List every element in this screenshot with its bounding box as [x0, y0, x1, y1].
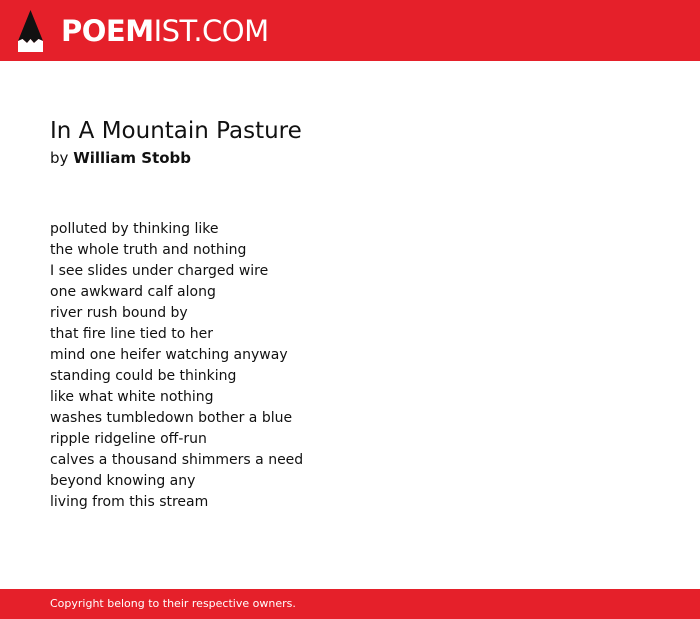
poem-line: like what white nothing — [50, 389, 214, 405]
logo-link[interactable] — [17, 9, 269, 53]
logo-strong-text: POEM — [61, 13, 154, 48]
poem-line: the whole truth and nothing — [50, 242, 247, 258]
poem-line: river rush bound by — [50, 305, 188, 321]
poem-line: one awkward calf along — [50, 284, 216, 300]
site-footer — [0, 589, 700, 619]
poem-title: In A Mountain Pasture — [50, 118, 302, 144]
poem-line: I see slides under charged wire — [50, 263, 269, 279]
poem-line: living from this stream — [50, 494, 209, 510]
poem-line: that fire line tied to her — [50, 326, 214, 342]
poem-line: beyond knowing any — [50, 473, 196, 489]
author-name: William Stobb — [73, 149, 192, 167]
site-logo-text — [61, 13, 269, 48]
poem-line: calves a thousand shimmers a need — [50, 452, 304, 468]
poem-line: mind one heifer watching anyway — [50, 347, 288, 363]
copyright-text: Copyright belong to their respective owners. — [50, 597, 296, 610]
pencil-icon — [17, 10, 44, 52]
poem-line: standing could be thinking — [50, 368, 237, 384]
byline — [50, 148, 650, 168]
site-header — [0, 0, 700, 61]
logo-light-text: IST.COM — [153, 13, 269, 48]
poem-body — [50, 219, 303, 513]
poem-line: polluted by thinking like — [50, 221, 219, 237]
poem-line: ripple ridgeline off-run — [50, 431, 207, 447]
by-label: by — [50, 149, 69, 167]
poem-header — [50, 117, 650, 168]
poem-line: washes tumbledown bother a blue — [50, 410, 293, 426]
